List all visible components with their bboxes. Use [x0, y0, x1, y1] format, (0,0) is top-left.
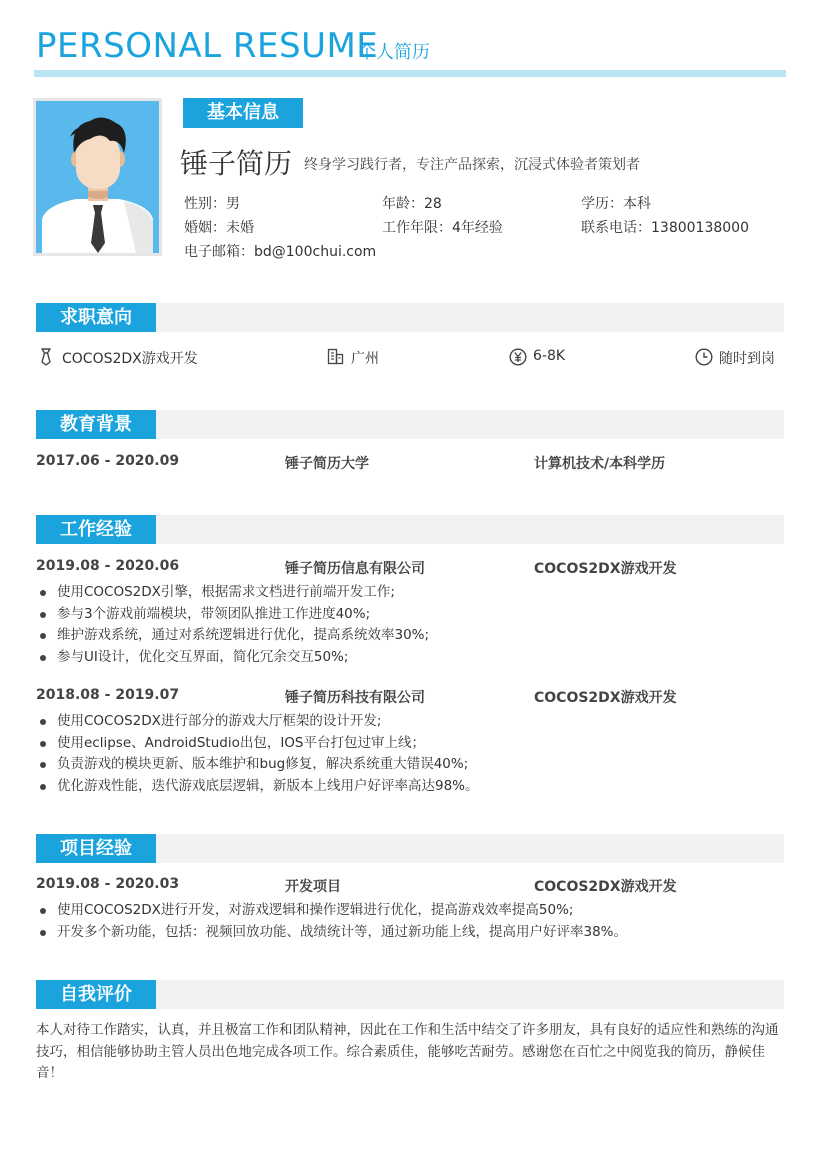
experience-field: 工作年限：4年经验: [382, 220, 503, 236]
list-item: 使用eclipse、AndroidStudio出包，IOS平台打包过审上线；: [38, 733, 778, 755]
list-item: 维护游戏系统，通过对系统逻辑进行优化，提高系统效率30%;: [38, 625, 778, 647]
position-value: COCOS2DX游戏开发: [62, 351, 198, 367]
education-school: 锤子简历大学: [285, 456, 369, 472]
intention-availability: [695, 348, 785, 368]
job-company: 锤子简历科技有限公司: [285, 690, 425, 706]
project-bullets: [38, 900, 778, 943]
job-company: 锤子简历信息有限公司: [285, 561, 425, 577]
work-section-label: 工作经验: [36, 515, 156, 544]
city-value: 广州: [351, 351, 379, 367]
avatar: [33, 98, 162, 256]
gender-field: 性别：男: [184, 196, 240, 212]
candidate-name: 锤子简历: [180, 147, 293, 180]
education-section-label: 教育背景: [36, 410, 156, 439]
tie-icon: [38, 348, 54, 366]
list-item: 开发多个新功能，包括：视频回放功能、战绩统计等，通过新功能上线，提高用户好评率38%。: [38, 922, 778, 944]
email-field: 电子邮箱：bd@100chui.com: [184, 244, 377, 260]
marital-field: 婚姻：未婚: [184, 220, 254, 236]
intention-position: [38, 348, 238, 368]
list-item: 使用COCOS2DX进行开发，对游戏逻辑和操作逻辑进行优化，提高游戏效率提高50%;: [38, 900, 778, 922]
basic-info-label: 基本信息: [183, 98, 303, 128]
education-field: 学历：本科: [581, 196, 651, 212]
project-role: COCOS2DX游戏开发: [534, 879, 677, 895]
age-field: 年龄：28: [382, 196, 442, 212]
job-date: 2019.08 - 2020.06: [36, 558, 180, 574]
yen-icon: [509, 348, 527, 366]
candidate-motto: 终身学习践行者，专注产品探索，沉浸式体验者策划者: [304, 157, 640, 173]
education-major: 计算机技术/本科学历: [534, 456, 666, 472]
job-bullets: [38, 582, 778, 668]
project-name: 开发项目: [285, 879, 341, 895]
resume-title-cn: 个人简历: [358, 42, 430, 63]
list-item: 负责游戏的模块更新、版本维护和bug修复，解决系统重大错误40%;: [38, 754, 778, 776]
list-item: 使用COCOS2DX引擎，根据需求文档进行前端开发工作;: [38, 582, 778, 604]
list-item: 使用COCOS2DX进行部分的游戏大厅框架的设计开发;: [38, 711, 778, 733]
job-date: 2018.08 - 2019.07: [36, 687, 180, 703]
intention-section-label: 求职意向: [36, 303, 156, 332]
education-date: 2017.06 - 2020.09: [36, 453, 180, 469]
self-eval-section-label: 自我评价: [36, 980, 156, 1009]
phone-field: 联系电话：13800138000: [581, 220, 749, 236]
resume-title-en: PERSONAL RESUME: [36, 26, 379, 66]
building-icon: [327, 348, 344, 365]
intention-city: [327, 348, 447, 368]
title-underline: [34, 70, 786, 77]
job-title: COCOS2DX游戏开发: [534, 690, 677, 706]
availability-value: 随时到岗: [719, 351, 775, 367]
project-date: 2019.08 - 2020.03: [36, 876, 180, 892]
salary-value: 6-8K: [533, 348, 566, 364]
list-item: 参与3个游戏前端模块，带领团队推进工作进度40%;: [38, 604, 778, 626]
clock-icon: [695, 348, 713, 366]
self-eval-text: 本人对待工作踏实，认真，并且极富工作和团队精神，因此在工作和生活中结交了许多朋友，具有良好的适应性和熟练的沟通技巧，相信能够协助主管人员出色地完成各项工作。综合素质佳，能够吃苦耐劳。感谢您在百忙之中阅览我的简历，静候佳音！: [36, 1022, 779, 1081]
list-item: 优化游戏性能，迭代游戏底层逻辑，新版本上线用户好评率高达98%。: [38, 776, 778, 798]
avatar-illustration: [36, 101, 159, 253]
job-title: COCOS2DX游戏开发: [534, 561, 677, 577]
project-section-label: 项目经验: [36, 834, 156, 863]
list-item: 参与UI设计，优化交互界面，简化冗余交互50%;: [38, 647, 778, 669]
intention-salary: [509, 348, 629, 368]
job-bullets: [38, 711, 778, 797]
